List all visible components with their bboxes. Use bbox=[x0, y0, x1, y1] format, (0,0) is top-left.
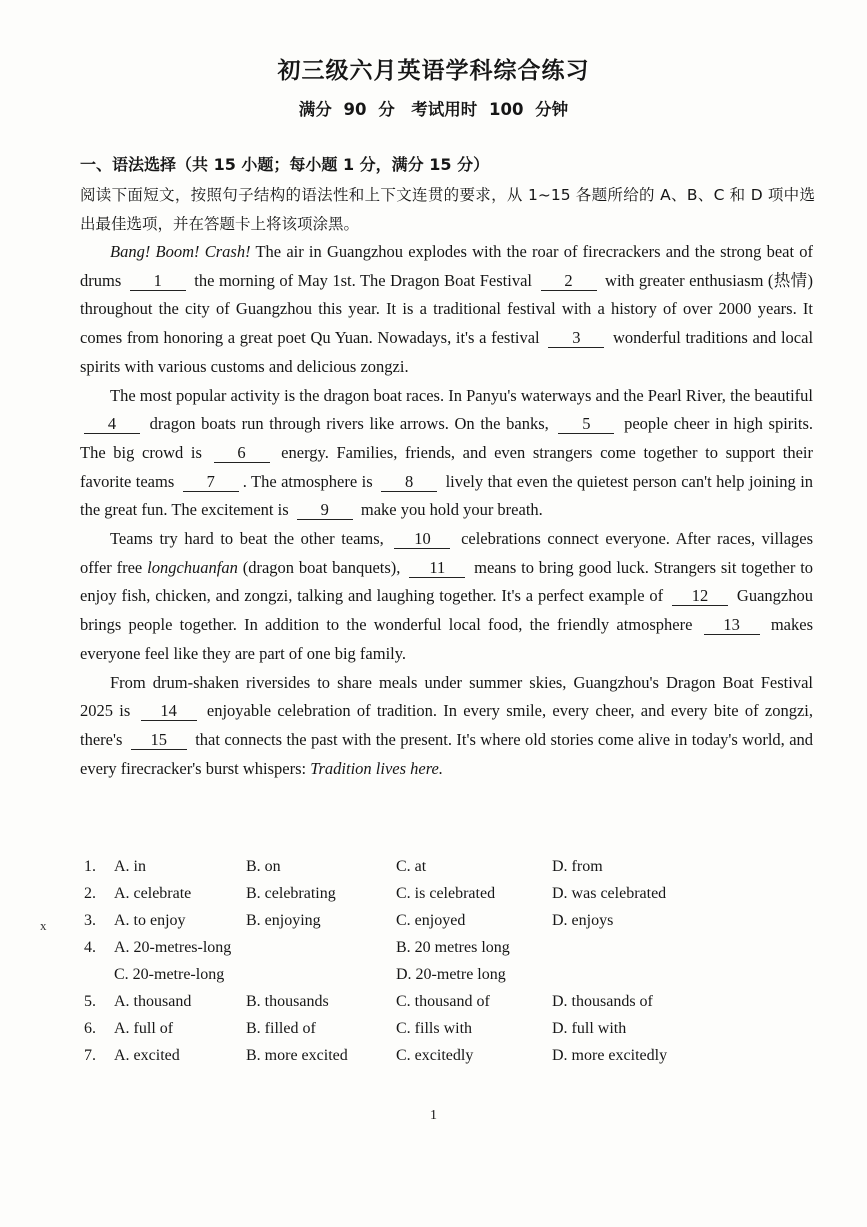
option-b: B. on bbox=[246, 858, 281, 875]
option-c: C. fills with bbox=[396, 1020, 473, 1037]
option-d: D. was celebrated bbox=[552, 885, 667, 902]
blank-13: 13 bbox=[704, 616, 760, 635]
section-instruction: 阅读下面短文，按照句子结构的语法性和上下文连贯的要求，从 1~15 各题所给的 A、B、C 和 D 项中选出最佳选项，并在答题卡上将该项涂黑。 bbox=[80, 186, 815, 233]
passage-text: The air in Guangzhou explodes with the roar of firecrackers and the strong beat of drums bbox=[80, 242, 813, 290]
page-subtitle: 满分 90 分 考试用时 100 分钟 bbox=[298, 100, 569, 119]
passage-text: makes everyone feel like they are part of one big family. bbox=[80, 615, 813, 663]
option-a: A. excited bbox=[114, 1047, 180, 1064]
question-row bbox=[84, 939, 804, 966]
blank-2: 2 bbox=[541, 272, 597, 291]
option-b: B. more excited bbox=[246, 1047, 348, 1064]
question-row bbox=[84, 858, 804, 885]
option-a: A. full of bbox=[114, 1020, 174, 1037]
option-b: B. celebrating bbox=[246, 885, 336, 902]
option-a: A. to enjoy bbox=[114, 912, 186, 929]
passage-text: enjoyable celebration of tradition. In every smile, every cheer, and every bite of zongzi, there's bbox=[80, 701, 814, 749]
paragraph-4 bbox=[80, 669, 813, 784]
page-number: 1 bbox=[430, 1108, 437, 1123]
passage-text: longchuanfan bbox=[147, 557, 238, 577]
option-c: C. is celebrated bbox=[396, 885, 496, 902]
option-c: C. thousand of bbox=[396, 993, 490, 1010]
passage-text: with greater enthusiasm (热情) throughout the city of Guangzhou this year. It is a traditional festival with a history of over 2000 years. It comes from honoring a great poet Qu Yuan. Nowadays, it's a festival bbox=[80, 270, 814, 348]
blank-12: 12 bbox=[672, 587, 728, 606]
blank-3: 3 bbox=[548, 329, 604, 348]
question-number: 5. bbox=[84, 993, 96, 1010]
blank-11: 11 bbox=[409, 559, 465, 578]
passage-text: the morning of May 1st. The Dragon Boat Festival bbox=[194, 270, 532, 290]
option-d: D. enjoys bbox=[552, 912, 614, 929]
option-b: B. enjoying bbox=[246, 912, 321, 929]
page-title: 初三级六月英语学科综合练习 bbox=[277, 58, 590, 84]
blank-9: 9 bbox=[297, 501, 353, 520]
question-number: 7. bbox=[84, 1047, 96, 1064]
passage-text: people cheer in high spirits. The big crowd is bbox=[80, 414, 814, 462]
option-c: C. 20-metre-long bbox=[114, 966, 225, 983]
option-c: C. excitedly bbox=[396, 1047, 474, 1064]
passage-text: Guangzhou brings people together. In addition to the wonderful local food, the friendly atmosphere bbox=[80, 586, 813, 635]
option-b: B. 20 metres long bbox=[396, 939, 510, 956]
paragraph-3 bbox=[80, 525, 813, 669]
passage-text: Tradition lives here. bbox=[310, 758, 443, 778]
option-c: C. at bbox=[396, 858, 427, 875]
passage-text: wonderful traditions and local spirits with various customs and delicious zongzi. bbox=[80, 328, 814, 376]
question-row-continued bbox=[84, 966, 804, 993]
option-d: D. thousands of bbox=[552, 993, 653, 1010]
passage-text: (dragon boat banquets), bbox=[242, 557, 401, 577]
passage-text: celebrations connect everyone. After races, villages offer free bbox=[80, 529, 814, 577]
blank-8: 8 bbox=[381, 473, 437, 492]
passage-text: lively that even the quietest person can't help joining in the great fun. The excitement is bbox=[80, 471, 814, 520]
option-a: A. in bbox=[114, 858, 146, 875]
blank-14: 14 bbox=[141, 702, 197, 721]
blank-4: 4 bbox=[84, 415, 140, 434]
question-number: 1. bbox=[84, 858, 96, 875]
option-a: A. celebrate bbox=[114, 885, 192, 902]
option-c: C. enjoyed bbox=[396, 912, 466, 929]
passage-text: Teams try hard to beat the other teams, bbox=[110, 529, 384, 549]
question-number: 4. bbox=[84, 939, 96, 956]
blank-6: 6 bbox=[214, 444, 270, 463]
option-a: A. thousand bbox=[114, 993, 192, 1010]
option-b: B. thousands bbox=[246, 993, 329, 1010]
passage-text: The most popular activity is the dragon boat races. In Panyu's waterways and the Pearl River, the beautiful bbox=[110, 385, 813, 405]
question-number: 2. bbox=[84, 885, 96, 902]
option-d: D. from bbox=[552, 858, 603, 875]
section-heading: 一、语法选择（共 15 小题；每小题 1 分，满分 15 分） bbox=[80, 155, 490, 174]
question-number: 3. bbox=[84, 912, 96, 929]
option-a: A. 20-metres-long bbox=[114, 939, 232, 956]
passage-text: make you hold your breath. bbox=[360, 500, 543, 520]
question-row bbox=[84, 885, 804, 912]
answer-options bbox=[84, 858, 804, 1074]
option-d: D. full with bbox=[552, 1020, 627, 1037]
blank-10: 10 bbox=[394, 530, 450, 549]
passage-text: that connects the past with the present. It's where old stories come alive in today's world, and every firecracker's burst whispers: bbox=[80, 729, 814, 778]
blank-5: 5 bbox=[558, 415, 614, 434]
stray-mark: x bbox=[40, 918, 47, 933]
option-d: D. 20-metre long bbox=[396, 966, 506, 983]
question-row bbox=[84, 993, 804, 1020]
passage-text: dragon boats run through rivers like arrows. On the banks, bbox=[149, 414, 549, 434]
reading-passage bbox=[80, 238, 813, 783]
passage-text: From drum-shaken riversides to share meals under summer skies, Guangzhou's Dragon Boat Festival 2025 is bbox=[80, 672, 813, 721]
question-row bbox=[84, 1047, 804, 1074]
paragraph-1 bbox=[80, 238, 813, 382]
blank-7: 7 bbox=[183, 473, 239, 492]
blank-1: 1 bbox=[130, 272, 186, 291]
question-row bbox=[84, 1020, 804, 1047]
passage-text: means to bring good luck. Strangers sit together to enjoy fish, chicken, and zongzi, talking and laughing together. It's a perfect example of bbox=[80, 557, 814, 606]
question-number: 6. bbox=[84, 1020, 96, 1037]
paragraph-2 bbox=[80, 382, 813, 526]
passage-text: energy. Families, friends, and even strangers come together to support their favorite teams bbox=[80, 442, 813, 491]
passage-text: Bang! Boom! Crash! bbox=[110, 242, 251, 261]
option-b: B. filled of bbox=[246, 1020, 316, 1037]
question-row bbox=[84, 912, 804, 939]
passage-text: . The atmosphere is bbox=[242, 471, 373, 491]
option-d: D. more excitedly bbox=[552, 1047, 668, 1064]
blank-15: 15 bbox=[131, 731, 187, 750]
